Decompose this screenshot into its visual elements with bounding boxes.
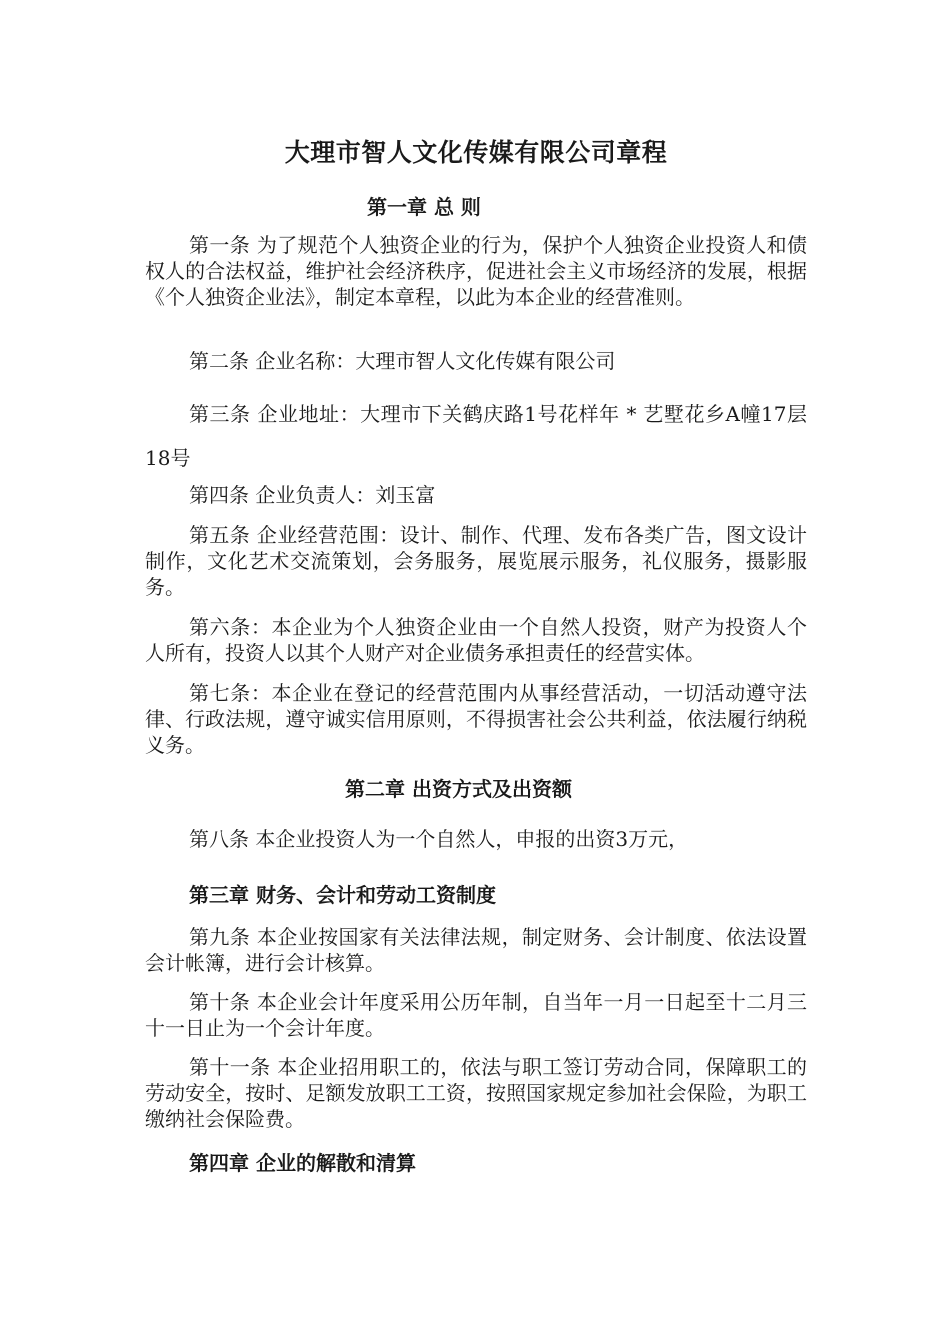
article-4: 第四条 企业负责人：刘玉富	[189, 483, 436, 507]
article-8: 第八条 本企业投资人为一个自然人，申报的出资3万元，	[189, 827, 689, 851]
article-7: 第七条：本企业在登记的经营范围内从事经营活动，一切活动遵守法律、行政法规，遵守诚实信用原则，不得损害社会公共利益，依法履行纳税义务。	[145, 681, 807, 757]
article-6: 第六条：本企业为个人独资企业由一个自然人投资，财产为投资人个人所有，投资人以其个人财产对企业债务承担责任的经营实体。	[145, 615, 807, 665]
chapter-3-heading: 第三章 财务、会计和劳动工资制度	[189, 883, 496, 907]
chapter-2-heading: 第二章 出资方式及出资额	[345, 777, 572, 801]
chapter-1-heading: 第一章 总 则	[367, 195, 481, 219]
article-3: 第三条 企业地址：大理市下关鹤庆路1号花样年 * 艺墅花乡A幢17层18号	[145, 402, 807, 470]
article-9: 第九条 本企业按国家有关法律法规，制定财务、会计制度、依法设置会计帐簿，进行会计核算。	[145, 925, 807, 975]
document-title: 大理市智人文化传媒有限公司章程	[284, 138, 668, 167]
article-11: 第十一条 本企业招用职工的，依法与职工签订劳动合同，保障职工的劳动安全，按时、足额发放职工工资，按照国家规定参加社会保险，为职工缴纳社会保险费。	[145, 1055, 807, 1131]
article-10: 第十条 本企业会计年度采用公历年制，自当年一月一日起至十二月三十一日止为一个会计年度。	[145, 990, 807, 1040]
article-2: 第二条 企业名称：大理市智人文化传媒有限公司	[189, 349, 616, 373]
article-1: 第一条 为了规范个人独资企业的行为，保护个人独资企业投资人和债权人的合法权益，维护社会经济秩序，促进社会主义市场经济的发展，根据《个人独资企业法》，制定本章程，以此为本企业的经营准则。	[145, 233, 807, 309]
article-5: 第五条 企业经营范围：设计、制作、代理、发布各类广告，图文设计制作，文化艺术交流策划，会务服务，展览展示服务，礼仪服务，摄影服务。	[145, 523, 807, 599]
chapter-4-heading: 第四章 企业的解散和清算	[189, 1151, 416, 1175]
